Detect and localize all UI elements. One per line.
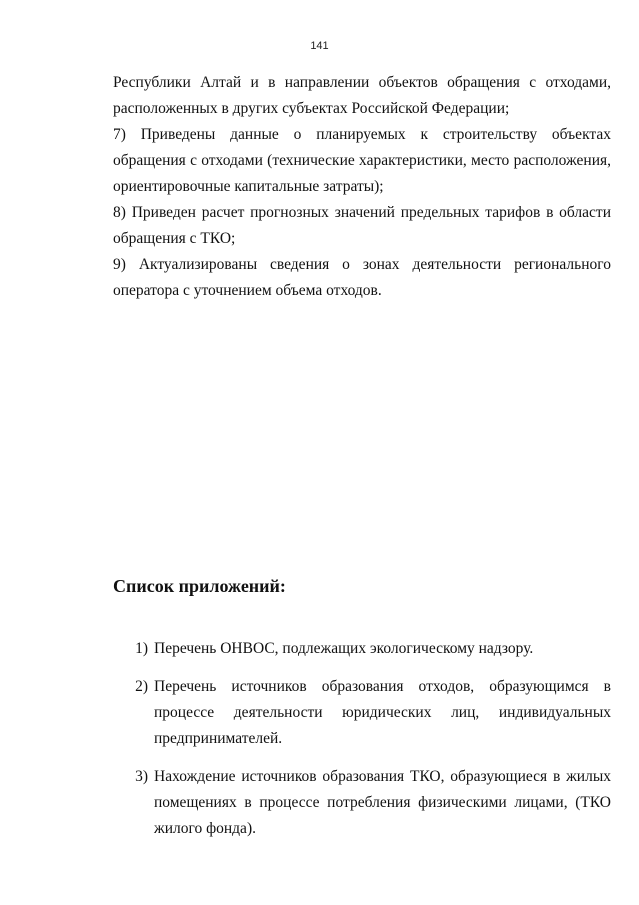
appendix-item (113, 636, 611, 662)
paragraph-continuation: Республики Алтай и в направлении объектов обращения с отходами, расположенных в других субъектах Российской Федерации; (113, 74, 611, 117)
paragraph-item-8: 8) Приведен расчет прогнозных значений предельных тарифов в области обращения с ТКО; (113, 204, 611, 247)
appendix-text: Перечень источников образования отходов, образующимся в процессе деятельности юридических лиц, индивидуальных предпринимателей. (154, 678, 611, 747)
appendix-item (113, 674, 611, 752)
paragraph-item-9: 9) Актуализированы сведения о зонах деятельности регионального оператора с уточнением объема отходов. (113, 256, 611, 299)
page-number: 141 (310, 40, 329, 52)
appendix-number: 1) (135, 640, 148, 657)
paragraph-item-7: 7) Приведены данные о планируемых к строительству объектах обращения с отходами (технические характеристики, место расположения, ориентировочные капитальные затраты); (113, 126, 611, 195)
appendix-text: Нахождение источников образования ТКО, образующиеся в жилых помещениях в процессе потребления физическими лицами, (ТКО жилого фонда). (154, 768, 611, 837)
section-title: Список приложений: (113, 576, 286, 596)
body-text (113, 70, 611, 304)
appendix-number: 2) (135, 678, 148, 695)
appendix-number: 3) (135, 768, 148, 785)
appendix-list (113, 636, 611, 854)
appendix-item (113, 764, 611, 842)
appendix-text: Перечень ОНВОС, подлежащих экологическому надзору. (154, 640, 534, 657)
